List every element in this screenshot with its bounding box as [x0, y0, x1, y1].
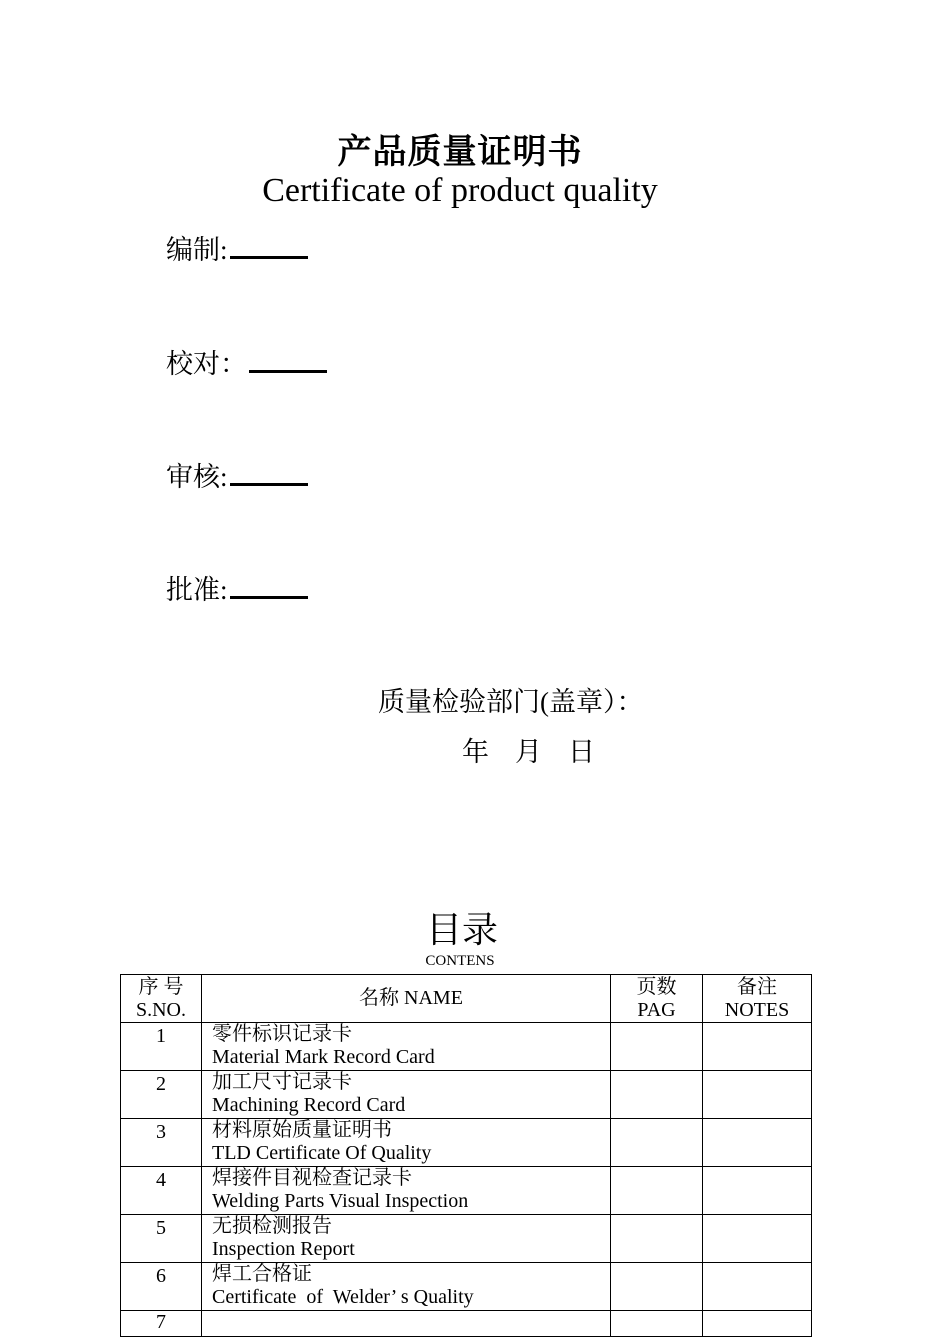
signature-blank-line — [230, 463, 308, 486]
row-name-cn: 加工尺寸记录卡 — [212, 1071, 352, 1093]
row-name-en: Inspection Report — [212, 1238, 355, 1260]
row-pages — [611, 1023, 703, 1071]
row-notes — [703, 1311, 812, 1337]
header-notes — [703, 975, 812, 1023]
row-name — [202, 1023, 611, 1071]
row-name-en: Material Mark Record Card — [212, 1046, 435, 1068]
date-day: 日 — [568, 737, 595, 767]
row-number: 3 — [121, 1119, 202, 1167]
header-notes-cn: 备注 — [737, 975, 777, 998]
row-name-en: Machining Record Card — [212, 1094, 406, 1116]
date-year: 年 — [462, 737, 489, 767]
row-name-cn: 无损检测报告 — [212, 1215, 332, 1237]
row-pages — [611, 1311, 703, 1337]
contents-title: 目录 — [425, 910, 498, 950]
table-row — [121, 1167, 812, 1215]
signature-blank-line — [230, 236, 308, 259]
signature-reviewed-by — [166, 455, 308, 494]
row-name-cn: 焊工合格证 — [212, 1263, 312, 1285]
table-row — [121, 1023, 812, 1071]
row-pages — [611, 1167, 703, 1215]
row-pages — [611, 1215, 703, 1263]
table-header-row — [121, 975, 812, 1023]
row-name-en: TLD Certificate Of Quality — [212, 1142, 432, 1164]
signature-compiled-by — [166, 228, 308, 267]
row-name — [202, 1071, 611, 1119]
header-pages-cn: 页数 — [636, 975, 677, 998]
document-title-chinese: 产品质量证明书 — [337, 132, 583, 172]
row-name-en: Certificate of Welder’ s Quality — [212, 1286, 474, 1308]
signature-label: 审核: — [166, 462, 228, 492]
row-name — [202, 1263, 611, 1311]
header-pages-en: PAG — [637, 998, 676, 1021]
row-notes — [703, 1119, 812, 1167]
row-pages — [611, 1071, 703, 1119]
quality-department-stamp-label: 质量检验部门(盖章）： — [378, 687, 644, 717]
header-notes-en: NOTES — [724, 998, 790, 1021]
row-notes — [703, 1167, 812, 1215]
signature-label: 编制: — [166, 235, 228, 265]
header-serial-number — [121, 975, 202, 1023]
signature-checked-by — [166, 342, 327, 381]
header-pages — [611, 975, 703, 1023]
row-name — [202, 1311, 611, 1337]
signature-blank-line — [230, 576, 308, 599]
table-row — [121, 1119, 812, 1167]
contents-table — [120, 974, 812, 1337]
header-name: 名称 NAME — [202, 975, 611, 1023]
row-name-cn: 材料原始质量证明书 — [212, 1119, 392, 1141]
signature-blank-line — [249, 350, 327, 373]
row-number: 6 — [121, 1263, 202, 1311]
signature-approved-by — [166, 568, 308, 607]
row-number: 7 — [121, 1311, 202, 1337]
header-serial-en: S.NO. — [135, 998, 186, 1021]
signature-label: 批准: — [166, 575, 228, 605]
row-notes — [703, 1023, 812, 1071]
row-name-cn: 焊接件目视检查记录卡 — [212, 1167, 412, 1189]
row-name — [202, 1119, 611, 1167]
row-notes — [703, 1215, 812, 1263]
table-row — [121, 1215, 812, 1263]
row-number: 4 — [121, 1167, 202, 1215]
row-name-cn: 零件标识记录卡 — [212, 1023, 352, 1045]
row-notes — [703, 1071, 812, 1119]
table-row — [121, 1311, 812, 1337]
table-row — [121, 1071, 812, 1119]
row-number: 5 — [121, 1215, 202, 1263]
row-number: 2 — [121, 1071, 202, 1119]
row-name — [202, 1215, 611, 1263]
row-notes — [703, 1263, 812, 1311]
header-serial-cn: 序 号 — [138, 975, 184, 998]
row-name-en: Welding Parts Visual Inspection — [212, 1190, 469, 1212]
row-pages — [611, 1119, 703, 1167]
row-pages — [611, 1263, 703, 1311]
date-line — [462, 730, 621, 769]
document-title-english: Certificate of product quality — [262, 172, 658, 209]
contents-subtitle: CONTENS — [425, 953, 495, 969]
row-number: 1 — [121, 1023, 202, 1071]
row-name — [202, 1167, 611, 1215]
date-month: 月 — [515, 737, 542, 767]
signature-label: 校对： — [166, 349, 247, 379]
table-row — [121, 1263, 812, 1311]
